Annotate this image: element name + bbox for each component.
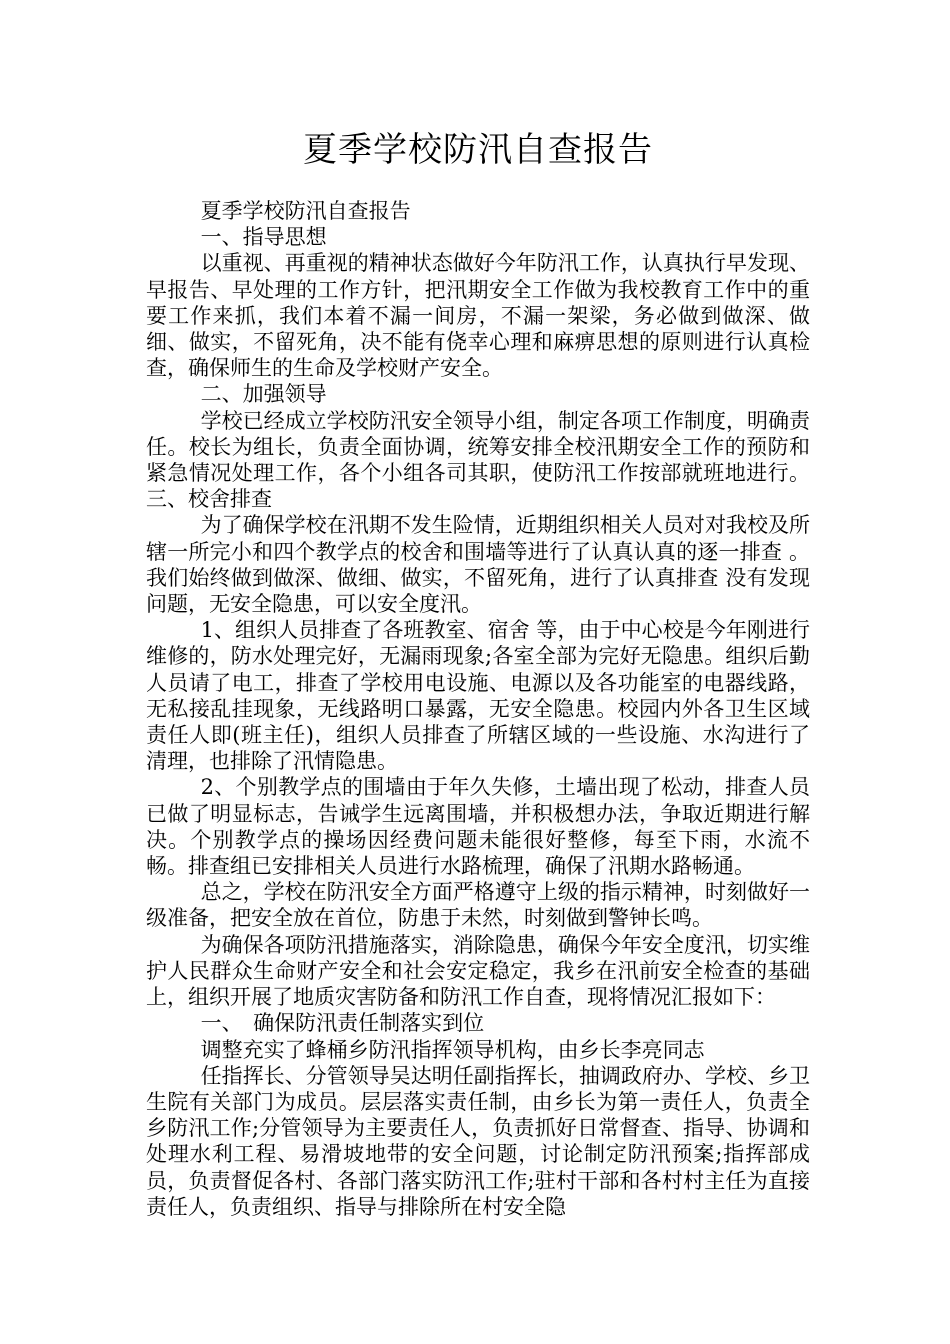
heading-leadership: 二、加强领导: [200, 382, 327, 407]
heading-guiding-thought: 一、指导思想: [200, 225, 327, 250]
paragraph-command-org: 调整充实了蜂桶乡防汛指挥领导机构，由乡长李亮同志: [200, 1037, 705, 1062]
document-page: [146, 0, 810, 1344]
paragraph-inspection: 为了确保学校在汛期不发生险情，近期组织相关人员对对我校及所辖一所完小和四个教学点的校舍和围墙等进行了认真认真的逐一排查 。我们始终做到做深、做细、做实，不留死角，进行了认真排查 没有发现问题，无安全隐患，可以安全度汛。: [146, 513, 810, 617]
document-title: 夏季学校防汛自查报告: [303, 130, 653, 170]
paragraph-leadership: 学校已经成立学校防汛安全领导小组，制定各项工作制度，明确责任。校长为组长，负责全面协调，统筹安排全校汛期安全工作的预防和紧急情况处理工作，各个小组各司其职，使防汛工作按部就班地进行。三、校舍排查: [146, 408, 810, 512]
paragraph-subtitle: 夏季学校防汛自查报告: [200, 199, 411, 223]
paragraph-summary: 总之，学校在防汛安全方面严格遵守上级的指示精神，时刻做好一级准备，把安全放在首位，防患于未然，时刻做到警钟长鸣。: [146, 880, 810, 931]
paragraph-item-1: 1、组织人员排查了各班教室、宿舍 等，由于中心校是今年刚进行维修的，防水处理完好，无漏雨现象;各室全部为完好无隐患。组织后勤人员请了电工，排查了学校用电设施、电源以及各功能室的电器线路，无私接乱挂现象，无线路明口暴露，无安全隐患。校园内外各卫生区域责任人即(班主任)，组织人员排查了所辖区域的一些设施、水沟进行了清理，也排除了汛情隐患。: [146, 618, 810, 774]
heading-responsibility: 一、 确保防汛责任制落实到位: [200, 1011, 485, 1036]
paragraph-guiding-thought: 以重视、再重视的精神状态做好今年防汛工作，认真执行早发现、早报告、早处理的工作方针，把汛期安全工作做为我校教育工作中的重要工作来抓，我们本着不漏一间房，不漏一架梁，务必做到做深、做细、做实，不留死角，决不能有侥幸心理和麻痹思想的原则进行认真检查，确保师生的生命及学校财产安全。: [146, 251, 810, 381]
paragraph-intro-township: 为确保各项防汛措施落实，消除隐患，确保今年安全度汛，切实维护人民群众生命财产安全和社会安定稳定，我乡在汛前安全检查的基础上，组织开展了地质灾害防备和防汛工作自查，现将情况汇报如下：: [146, 932, 810, 1010]
document-body: [146, 198, 810, 1220]
paragraph-responsibility: 任指挥长、分管领导吴达明任副指挥长，抽调政府办、学校、乡卫生院有关部门为成员。层层落实责任制，由乡长为第一责任人，负责全乡防汛工作;分管领导为主要责任人，负责抓好日常督查、指导、协调和处理水利工程、易滑坡地带的安全问题，讨论制定防汛预案;指挥部成员，负责督促各村、各部门落实防汛工作;驻村干部和各村村主任为直接责任人，负责组织、指导与排除所在村安全隐: [146, 1063, 810, 1219]
paragraph-item-2: 2、个别教学点的围墙由于年久失修，土墙出现了松动，排查人员已做了明显标志，告诫学生远离围墙，并积极想办法，争取近期进行解决。个别教学点的操场因经费问题未能很好整修，每至下雨，水流不畅。排查组已安排相关人员进行水路梳理，确保了汛期水路畅通。: [146, 775, 810, 879]
